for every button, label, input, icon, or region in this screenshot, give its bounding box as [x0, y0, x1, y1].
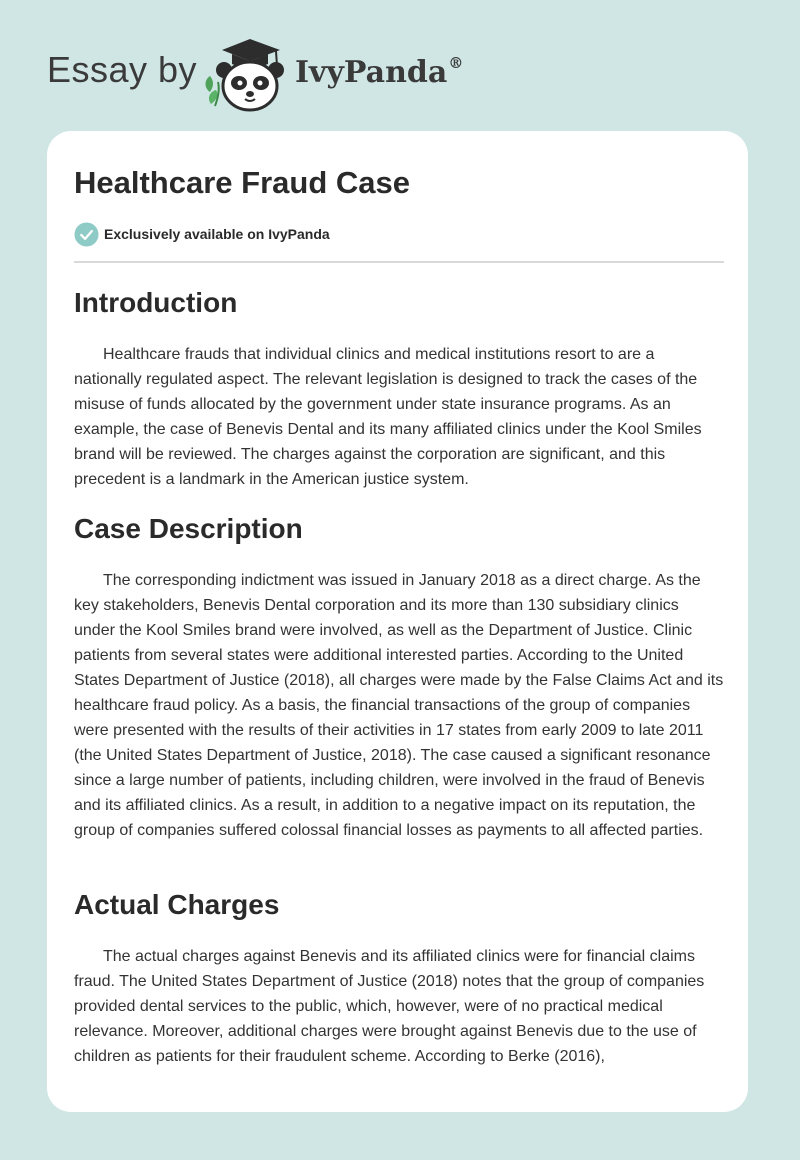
section-heading-introduction: Introduction	[74, 287, 238, 318]
site-brand[interactable]	[47, 36, 487, 112]
brand-name-text: IvyPanda	[295, 55, 448, 90]
section-paragraph-case-description: The corresponding indictment was issued in January 2018 as a direct charge. As the key stakeholders, Benevis Dental corporation and its more than 130 subsidiary clinics under the Kool Smiles brand were involved, as well as the Department of Justice. Clinic patients from several states were additional interested parties. According to the United States Department of Justice (2018), all charges were made by the False Claims Act and its healthcare fraud policy. As a basis, the financial transactions of the group of companies were presented with the results of their activities in 17 states from early 2009 to late 2011 (the United States Department of Justice, 2018). The case caused a significant resonance since a large number of patients, including children, were involved in the fraud of Benevis and its affiliated clinics. As a result, in addition to a negative impact on its reputation, the group of companies suffered colossal financial losses as payments to all affected parties.	[74, 572, 724, 839]
brand-name	[295, 53, 463, 93]
panda-graduate-logo-icon	[202, 36, 292, 112]
brand-prefix: Essay by	[47, 49, 198, 90]
article-card	[47, 131, 748, 1112]
article-title: Healthcare Fraud Case	[74, 165, 410, 200]
section-heading-case-description: Case Description	[74, 513, 303, 544]
section-heading-actual-charges: Actual Charges	[74, 889, 280, 920]
section-paragraph-introduction: Healthcare frauds that individual clinics and medical institutions resort to are a nationally regulated aspect. The relevant legislation is designed to track the cases of the misuse of funds allocated by the government under state insurance programs. As an example, the case of Benevis Dental and its many affiliated clinics under the Kool Smiles brand will be reviewed. The charges against the corporation are significant, and this precedent is a landmark in the American justice system.	[74, 346, 702, 488]
exclusive-badge	[74, 221, 330, 247]
registered-mark: ®	[448, 54, 464, 72]
check-circle-icon	[74, 222, 99, 247]
title-divider	[74, 261, 724, 263]
section-paragraph-actual-charges: The actual charges against Benevis and its affiliated clinics were for financial claims fraud. The United States Department of Justice (2018) notes that the group of companies provided dental services to the public, which, however, were of no practical medical relevance. Moreover, additional charges were brought against Benevis due to the use of children as patients for their fraudulent scheme. According to Berke (2016),	[74, 948, 705, 1065]
exclusive-badge-text: Exclusively available on IvyPanda	[104, 226, 330, 242]
